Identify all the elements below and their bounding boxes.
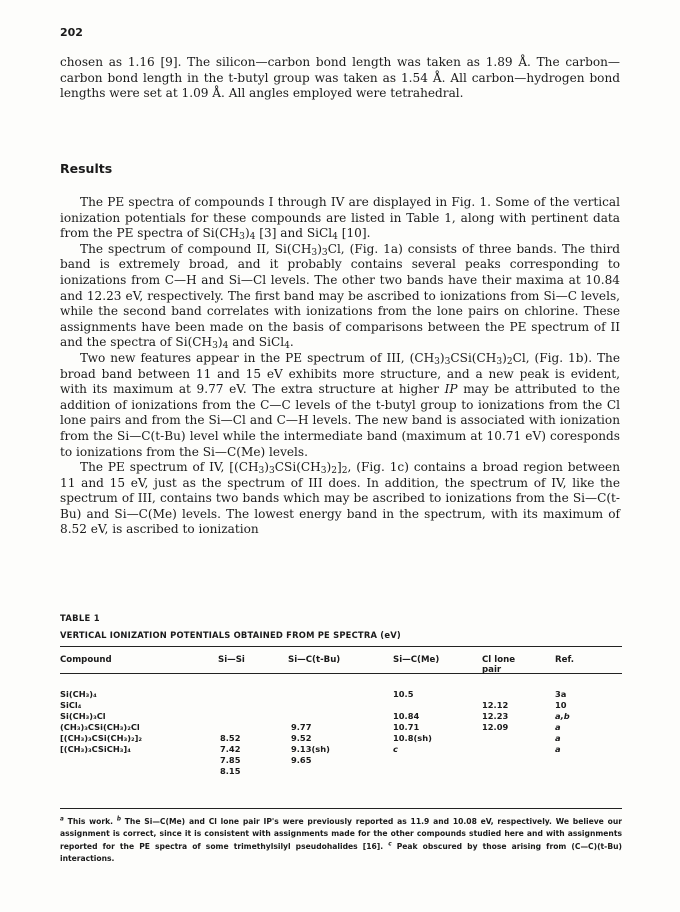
ref-cell: a [555,722,561,732]
compound-cell: Si(CH₃)₄ [60,689,97,699]
compound-cell: Si(CH₃)₃Cl [60,711,106,721]
header-ref: Ref. [555,655,574,665]
si-si-cell: 8.15 [220,766,241,776]
table-bottom-rule [60,808,622,809]
ref-cell: a [555,744,561,754]
results-paragraph-4: The PE spectrum of IV, $[(CH_3)_3CSi(CH_3)_2]_2$, (Fig. 1c) contains a broad region between 11 and 15 eV, just as the spectrum of III does. In addition, the spectrum of IV, like the spectrum of III, contains two bands which may be ascribed to ionizations from the Si—C(t-Bu) and Si—C(Me) levels. The lowest energy band in the spectrum, with its maximum of 8.52 eV, is ascribed to ionization [60,460,621,537]
intro-paragraph: chosen as 1.16 [9]. The silicon—carbon bond length was taken as 1.89 Å. The carbon—carbon bond length in the t-butyl group was taken as 1.54 Å. All carbon—hydrogen bond lengths were set at 1.09 Å. All angles employed were tetrahedral. [60,55,620,101]
results-paragraph-3: Two new features appear in the PE spectrum of III, $(CH_3)_3CSi(CH_3)_2Cl$, (Fig. 1b). The broad band between 11 and 15 eV exhibits more structure, and a new peak is evident, with its maximum at 9.77 eV. The extra structure at higher IP may be attributed to the addition of ionizations from the C—C levels of the t-butyl group to ionizations from the Cl lone pairs and from the Si—Cl and C—H levels. The new band is associated with ionization from the Si—C(t-Bu) level while the intermediate band (maximum at 10.71 eV) coresponds to ionizations from the Si—C(Me) levels. [60,350,620,459]
si-c-me-cell: 10.71 [393,722,420,732]
ref-cell: 10 [555,700,567,710]
table-top-rule [60,646,622,647]
table-header-rule [60,673,622,674]
header-compound: Compound [60,655,112,665]
cl-lone-pair-cell: 12.12 [482,700,509,710]
compound-cell: [(CH₃)₃CSi(CH₃)₂]₂ [60,733,143,743]
si-c-tbu-cell: 9.77 [291,722,312,732]
section-heading-results: Results [60,161,113,176]
si-c-me-cell: c [393,744,398,754]
table-caption: VERTICAL IONIZATION POTENTIALS OBTAINED FROM PE SPECTRA (eV) [60,630,401,640]
table-label: TABLE 1 [60,613,100,623]
compound-cell: (CH₃)₃CSi(CH₃)₂Cl [60,722,140,732]
si-c-tbu-cell: 9.13(sh) [291,744,330,754]
ref-cell: a [555,733,561,743]
si-c-me-cell: 10.8(sh) [393,733,432,743]
header-si-si: Si—Si [218,655,245,665]
page-number: 202 [60,26,83,39]
si-si-cell: 7.85 [220,755,241,765]
header-si-c-me: Si—C(Me) [393,655,440,665]
si-c-tbu-cell: 9.52 [291,733,312,743]
results-paragraph-2: The spectrum of compound II, $Si(CH_3)_3Cl$, (Fig. 1a) consists of three bands. The third band is extremely broad, and it probably contains several peaks corresponding to ionizations from C—H and Si—Cl levels. The other two bands have their maxima at 10.84 and 12.23 eV, respectively. The first band may be ascribed to ionizations from Si—C levels, while the second band correlates with ionizations from the lone pairs on chlorine. These assignments have been made on the basis of comparisons between the PE spectrum of II and the spectra of $Si(CH_3)_4$ and SiCl$_4$. [60,241,620,352]
si-c-me-cell: 10.84 [393,711,420,721]
si-si-cell: 8.52 [220,733,241,743]
header-cl-lone-pair: Cl lone pair [482,655,516,675]
cl-lone-pair-cell: 12.23 [482,711,509,721]
results-text [60,195,620,538]
results-paragraph-1: The PE spectra of compounds I through IV are displayed in Fig. 1. Some of the vertical ionization potentials for these compounds are listed in Table 1, along with pertinent data from the PE spectra of $Si(CH_3)_4$ [3] and SiCl$_4$ [10]. [60,195,620,243]
ref-cell: 3a [555,689,567,699]
si-si-cell: 7.42 [220,744,241,754]
si-c-tbu-cell: 9.65 [291,755,312,765]
header-si-c-tbu: Si—C(t-Bu) [288,655,341,665]
si-c-me-cell: 10.5 [393,689,414,699]
cl-lone-pair-cell: 12.09 [482,722,509,732]
compound-cell: [(CH₃)₃CSiCH₃]₄ [60,744,131,754]
compound-cell: SiCl₄ [60,700,82,710]
table-footnotes: $^a$ This work. $^b$ The Si—C(Me) and Cl lone pair IP's were previously reported as 11.9 and 10.08 eV, respectively. We believe our assignment is correct, since it is consistent with assignments made for the other compounds studied here and with assignments reported for the PE spectra of some trimethylsilyl pseudohalides [16]. $^c$ Peak obscured by those arising from (C—C)(t-Bu) interactions. [60,816,622,863]
ref-cell: a,b [555,711,570,721]
